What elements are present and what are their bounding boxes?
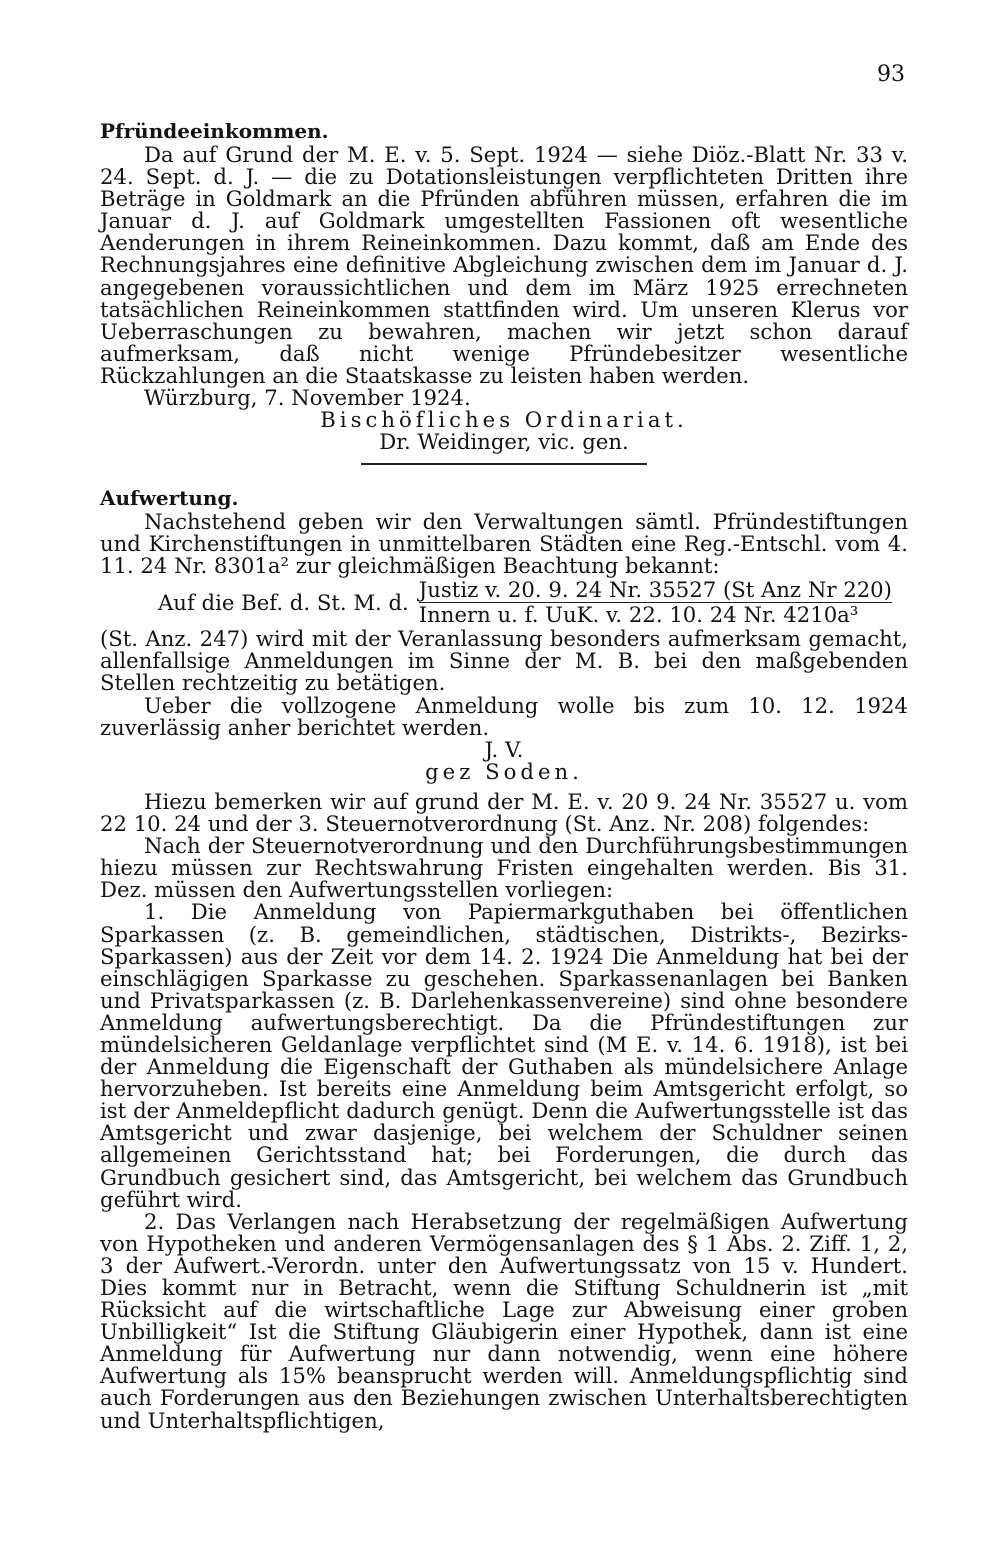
paragraph: Da auf Grund der M. E. v. 5. Sept. 1924 — siehe Diöz.-Blatt Nr. 33 v. 24. Sept. d. J. — die zu Dotationsleistungen verpflichteten Dritten ihre Beträge in Goldmark an die Pfründen abführen müssen, erfahren die im Januar d. J. auf Goldmark umgestellten Fassionen oft wesentliche Aenderungen in ihrem Reineinkommen. Dazu kommt, daß am Ende des Rechnungsjahres eine definitive Abgleichung zwischen dem im Januar d. J. angegebenen voraussichtlichen und dem im März 1925 errechneten tatsächlichen Reineinkommen stattfinden wird. Um unseren Klerus vor Ueberraschungen zu bewahren, machen wir jetzt schon darauf aufmerksam, daß nicht wenige Pfründebesitzer wesentliche Rückzahlungen an die Staatskasse zu leisten haben werden. [100, 142, 908, 388]
paragraph: Ueber die vollzogene Anmeldung wolle bis zum 10. 12. 1924 zuverlässig anher berichtet werden. [100, 692, 908, 740]
paragraph: Hiezu bemerken wir auf grund der M. E. v. 20 9. 24 Nr. 35527 u. vom 22 10. 24 und der 3. Steuernotverordnung (St. Anz. Nr. 208) folgendes: [100, 788, 908, 837]
list-item: 2. Das Verlangen nach Herabsetzung der regelmäßigen Aufwertung von Hypotheken und anderen Vermögensanlagen des § 1 Abs. 2. Ziff. 1, 2, 3 der Aufwert.-Verordn. unter den Aufwertungssatz von 15 v. Hundert. Dies kommt nur in Betracht, wenn die Stiftung Schuldnerin ist „mit Rücksicht auf die wirtschaftliche Lage zur Abweisung einer groben Unbilligkeit“ Ist die Stiftung Gläubigerin einer Hypothek, dann ist eine Anmeldung für Aufwertung nur dann notwendig, wenn eine höhere Aufwertung als 15% beansprucht werden will. Anmeldungspflichtig sind auch Forderungen aus den Beziehungen zwischen Unterhaltsberechtigten und Unterhaltspflichtigen, [100, 1208, 908, 1433]
iv-line: J. V. [484, 736, 524, 762]
section-pfruendeeinkommen [100, 118, 908, 465]
authority: Bischöfliches Ordinariat. [320, 407, 688, 433]
reference-lead: Auf die Bef. d. St. M. d. [158, 589, 409, 615]
reference-innern: Innern u. f. UuK. v. 22. 10. 24 Nr. 4210a³ [418, 602, 859, 628]
paragraph: Nach der Steuernotverordnung und den Durchführungsbestimmungen hiezu müssen zur Rechtswahrung Fristen eingehalten werden. Bis 31. Dez. müssen den Aufwertungsstellen vorliegen: [100, 833, 908, 903]
reference-pair [419, 579, 892, 626]
section-aufwertung [100, 485, 908, 1432]
reference-justiz: Justiz v. 20. 9. 24 Nr. 35527 (St Anz Nr 220) [418, 577, 892, 603]
gez-line: gez Soden. [425, 758, 583, 784]
reference-fraction [100, 579, 908, 626]
place-date: Würzburg, 7. November 1924. [144, 385, 471, 411]
divider [361, 463, 647, 465]
page-number: 93 [877, 62, 905, 87]
paragraph: (St. Anz. 247) wird mit der Veranlassung besonders aufmerksam gemacht, allenfallsige Anmeldungen im Sinne der M. B. bei den maßgebenden Stellen rechtzeitig zu betätigen. [100, 626, 908, 696]
section-heading: Aufwertung. [100, 485, 239, 510]
list-item: 1. Die Anmeldung von Papiermarkguthaben bei öffentlichen Sparkassen (z. B. gemeindlichen, städtischen, Distrikts-, Bezirks-Sparkassen) aus der Zeit vor dem 14. 2. 1924 Die Anmeldung hat bei der einschlägigen Sparkasse zu geschehen. Sparkassenanlagen bei Banken und Privatsparkassen (z. B. Darlehenkassenvereine) sind ohne besondere Anmeldung aufwertungsberechtigt. Da die Pfründestiftungen zur mündelsicheren Geldanlage verpflichtet sind (M E. v. 14. 6. 1918), ist bei der Anmeldung die Eigenschaft der Guthaben als mündelsichere Anlage hervorzuheben. Ist bereits eine Anmeldung beim Amtsgericht erfolgt, so ist der Anmeldepflicht dadurch genügt. Denn die Aufwertungsstelle ist das Amtsgericht und zwar dasjenige, bei welchem der Schuldner seinen allgemeinen Gerichtsstand hat; bei Forderungen, die durch das Grundbuch gesichert sind, das Amtsgericht, bei welchem das Grundbuch geführt wird. [100, 899, 908, 1212]
page-content [100, 118, 908, 1432]
section-heading: Pfründeeinkommen. [100, 119, 329, 143]
signature: Dr. Weidinger, vic. gen. [379, 429, 629, 455]
paragraph: Nachstehend geben wir den Verwaltungen sämtl. Pfründestiftungen und Kirchenstiftungen in unmittelbaren Städten eine Reg.-Entschl. vom 4. 11. 24 Nr. 8301a² zur gleichmäßigen Beachtung bekannt: [100, 508, 908, 578]
